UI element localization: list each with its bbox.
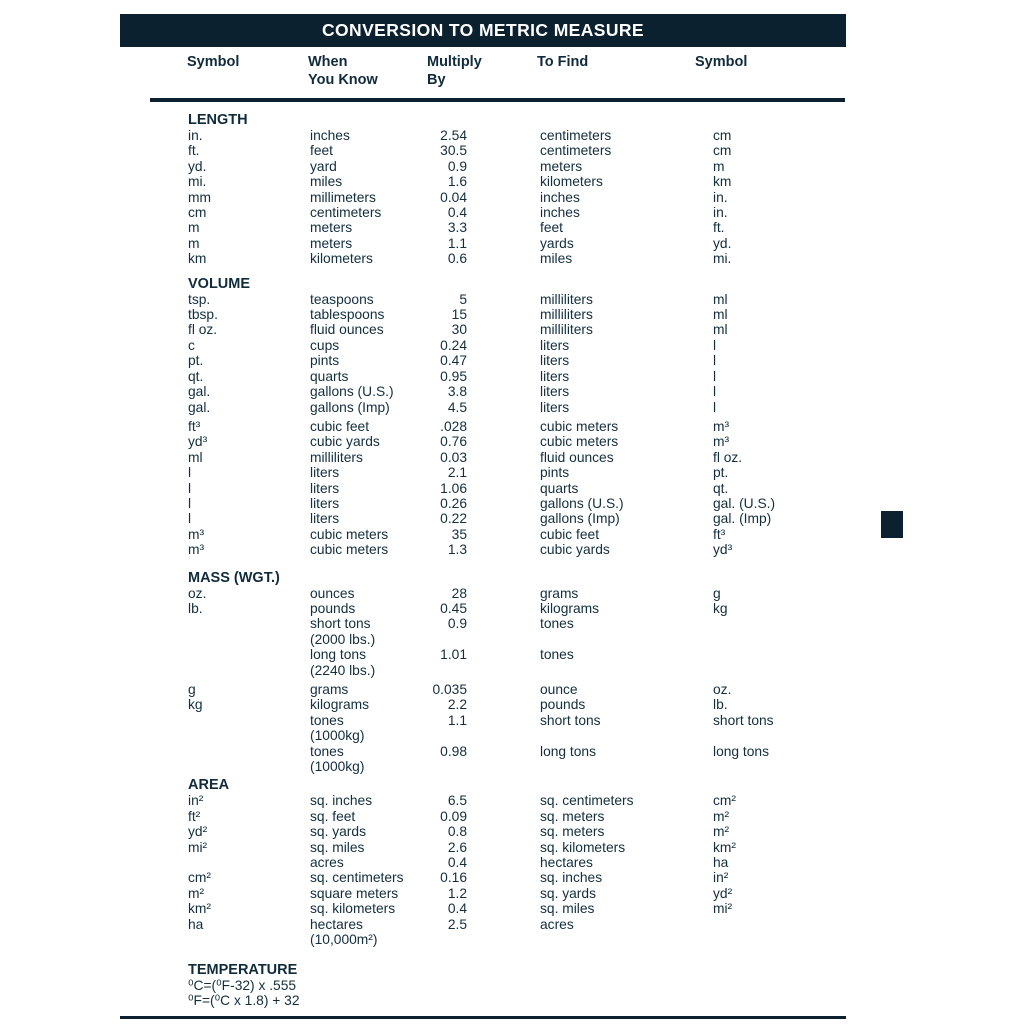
row-group: [188, 419, 868, 558]
bottom-rule: [120, 1016, 846, 1019]
cell-to-find: tones: [540, 616, 574, 632]
cell-to-find: sq. meters: [540, 824, 605, 840]
cell-multiply-by: 2.6: [447, 839, 467, 855]
row-group: [188, 586, 868, 678]
cell-symbol-from: m²: [188, 885, 205, 901]
cell-multiply-by: 0.95: [440, 368, 467, 384]
cell-symbol-from: tbsp.: [188, 307, 218, 323]
cell-symbol-to: km²: [713, 839, 736, 855]
cell-multiply-by: 1.2: [447, 885, 467, 901]
conversion-row: [188, 205, 868, 220]
cell-multiply-by: 0.9: [447, 158, 467, 174]
cell-to-find: grams: [540, 585, 579, 601]
cell-symbol-from: gal.: [188, 384, 211, 400]
cell-symbol-from: ft²: [188, 808, 201, 824]
temperature-formula-fahrenheit: ⁰F=(⁰C x 1.8) + 32: [188, 992, 300, 1008]
conversion-row: [188, 322, 868, 337]
cell-multiply-by: 0.76: [440, 434, 467, 450]
cell-symbol-to: m³: [713, 418, 730, 434]
cell-when-you-know: short tons (2000 lbs.): [310, 616, 376, 647]
cell-symbol-from: l: [188, 511, 192, 527]
cell-symbol-to: cm: [713, 128, 732, 143]
cell-to-find: gallons (U.S.): [540, 495, 624, 511]
cell-to-find: centimeters: [540, 143, 612, 159]
cell-symbol-to: ml: [713, 291, 728, 307]
cell-to-find: sq. centimeters: [540, 793, 634, 809]
conversion-row: [188, 586, 868, 601]
cell-when-you-know: yard: [310, 158, 337, 174]
conversion-row: [188, 511, 868, 526]
cell-when-you-know: cubic meters: [310, 526, 389, 542]
cell-symbol-to: ft.: [713, 220, 725, 236]
cell-symbol-to: fl oz.: [713, 449, 743, 465]
cell-when-you-know: hectares (10,000m²): [310, 916, 378, 948]
conversion-row: [188, 220, 868, 235]
section: [188, 777, 868, 947]
cell-to-find: miles: [540, 251, 573, 267]
conversion-row: [188, 143, 868, 158]
conversion-row: [188, 465, 868, 480]
cell-to-find: cubic meters: [540, 418, 619, 434]
cell-when-you-know: gallons (U.S.): [310, 384, 394, 400]
conversion-row: [188, 527, 868, 542]
cell-to-find: centimeters: [540, 128, 612, 143]
conversion-row: [188, 917, 868, 948]
cell-multiply-by: 35: [451, 526, 467, 542]
column-header-symbol-from: Symbol: [187, 54, 240, 70]
cell-multiply-by: 0.98: [440, 743, 467, 759]
cell-symbol-to: yd.: [713, 235, 732, 251]
cell-symbol-to: in²: [713, 870, 729, 886]
cell-symbol-from: yd²: [188, 824, 208, 840]
section-temperature: [188, 962, 868, 1009]
conversion-row: [188, 450, 868, 465]
cell-when-you-know: sq. yards: [310, 824, 366, 840]
cell-when-you-know: liters: [310, 511, 340, 527]
cell-multiply-by: 0.09: [440, 808, 467, 824]
cell-multiply-by: 5: [459, 291, 467, 307]
section-title: MASS (WGT.): [188, 569, 280, 586]
cell-when-you-know: millimeters: [310, 189, 376, 205]
cell-symbol-from: in.: [188, 128, 203, 143]
conversion-row: [188, 886, 868, 901]
cell-to-find: fluid ounces: [540, 449, 614, 465]
conversion-row: [188, 307, 868, 322]
cell-symbol-from: m³: [188, 526, 205, 542]
cell-to-find: liters: [540, 399, 570, 415]
cell-multiply-by: 0.4: [447, 205, 467, 221]
cell-multiply-by: 0.45: [440, 600, 467, 616]
conversion-row: [188, 616, 868, 647]
column-header-symbol-to: Symbol: [695, 54, 748, 70]
cell-to-find: milliliters: [540, 307, 593, 323]
cell-to-find: short tons: [540, 712, 601, 728]
cell-multiply-by: 1.3: [447, 542, 467, 558]
cell-to-find: liters: [540, 384, 570, 400]
conversion-row: [188, 419, 868, 434]
conversion-row: [188, 159, 868, 174]
cell-symbol-to: m²: [713, 808, 730, 824]
cell-multiply-by: 1.01: [440, 647, 467, 663]
cell-symbol-from: l: [188, 495, 192, 511]
cell-symbol-to: ml: [713, 307, 728, 323]
cell-multiply-by: 0.4: [447, 855, 467, 871]
cell-when-you-know: inches: [310, 128, 350, 143]
conversion-row: [188, 697, 868, 712]
cell-when-you-know: grams: [310, 682, 349, 697]
cell-when-you-know: cubic yards: [310, 434, 380, 450]
cell-when-you-know: sq. centimeters: [310, 870, 404, 886]
cell-to-find: kilometers: [540, 174, 603, 190]
cell-multiply-by: 30: [451, 322, 467, 338]
conversion-row: [188, 713, 868, 744]
section: [188, 276, 868, 558]
cell-to-find: acres: [540, 916, 574, 932]
cell-multiply-by: 2.1: [447, 465, 467, 481]
cell-when-you-know: tablespoons: [310, 307, 385, 323]
cell-symbol-to: ml: [713, 322, 728, 338]
cell-when-you-know: square meters: [310, 885, 399, 901]
cell-multiply-by: 0.8: [447, 824, 467, 840]
cell-symbol-to: short tons: [713, 712, 774, 728]
cell-symbol-from: ml: [188, 449, 203, 465]
cell-multiply-by: 1.1: [447, 712, 467, 728]
cell-symbol-to: l: [713, 353, 717, 369]
cell-symbol-to: km: [713, 174, 732, 190]
cell-multiply-by: 0.22: [440, 511, 467, 527]
cell-symbol-from: yd.: [188, 158, 207, 174]
conversion-row: [188, 496, 868, 511]
cell-to-find: ounce: [540, 682, 578, 697]
conversion-row: [188, 809, 868, 824]
cell-to-find: long tons: [540, 743, 596, 759]
cell-to-find: liters: [540, 353, 570, 369]
cell-symbol-to: in.: [713, 189, 728, 205]
column-header-when-you-know: When You Know: [308, 54, 378, 88]
conversion-row: [188, 190, 868, 205]
conversion-row: [188, 236, 868, 251]
cell-when-you-know: gallons (Imp): [310, 399, 390, 415]
cell-symbol-to: in.: [713, 205, 728, 221]
cell-symbol-from: cm²: [188, 870, 211, 886]
cell-symbol-from: lb.: [188, 600, 203, 616]
cell-when-you-know: feet: [310, 143, 334, 159]
cell-to-find: sq. kilometers: [540, 839, 626, 855]
cell-to-find: sq. inches: [540, 870, 603, 886]
cell-multiply-by: 4.5: [447, 399, 467, 415]
cell-to-find: meters: [540, 158, 583, 174]
cell-symbol-to: gal. (Imp): [713, 511, 772, 527]
cell-symbol-from: gal.: [188, 399, 211, 415]
conversion-row: [188, 840, 868, 855]
cell-to-find: hectares: [540, 855, 593, 871]
cell-symbol-from: kg: [188, 697, 203, 713]
cell-symbol-to: long tons: [713, 743, 769, 759]
cell-when-you-know: sq. miles: [310, 839, 365, 855]
cell-symbol-from: m³: [188, 542, 205, 558]
cell-when-you-know: pints: [310, 353, 340, 369]
cell-when-you-know: kilograms: [310, 697, 370, 713]
page-title-bar: [120, 14, 846, 47]
cell-symbol-from: m: [188, 220, 200, 236]
cell-symbol-from: ft³: [188, 418, 201, 434]
cell-to-find: liters: [540, 337, 570, 353]
cell-to-find: tones: [540, 647, 574, 663]
cell-to-find: cubic feet: [540, 526, 600, 542]
cell-multiply-by: 0.03: [440, 449, 467, 465]
conversion-row: [188, 542, 868, 557]
conversion-row: [188, 901, 868, 916]
cell-multiply-by: 1.06: [440, 480, 467, 496]
conversion-row: [188, 292, 868, 307]
cell-symbol-to: cm: [713, 143, 732, 159]
cell-multiply-by: 3.3: [447, 220, 467, 236]
cell-multiply-by: 0.9: [447, 616, 467, 632]
cell-multiply-by: 15: [451, 307, 467, 323]
cell-to-find: pints: [540, 465, 570, 481]
conversion-row: [188, 369, 868, 384]
cell-when-you-know: sq. kilometers: [310, 901, 396, 917]
cell-symbol-to: pt.: [713, 465, 729, 481]
cell-symbol-to: gal. (U.S.): [713, 495, 776, 511]
cell-multiply-by: 2.2: [447, 697, 467, 713]
cell-to-find: quarts: [540, 480, 579, 496]
cell-to-find: cubic yards: [540, 542, 610, 558]
cell-to-find: yards: [540, 235, 574, 251]
temperature-formula-celsius: ⁰C=(⁰F-32) x .555: [188, 977, 297, 993]
cell-symbol-from: mi²: [188, 839, 208, 855]
cell-when-you-know: teaspoons: [310, 291, 374, 307]
cell-to-find: feet: [540, 220, 564, 236]
conversion-row: [188, 744, 868, 775]
cell-to-find: sq. miles: [540, 901, 595, 917]
conversion-row: [188, 338, 868, 353]
column-header-multiply-by: Multiply By: [427, 54, 482, 88]
cell-multiply-by: 2.54: [440, 128, 467, 143]
cell-symbol-from: pt.: [188, 353, 204, 369]
row-group: [188, 128, 868, 267]
cell-to-find: inches: [540, 205, 580, 221]
cell-symbol-to: cm²: [713, 793, 736, 809]
cell-symbol-from: yd³: [188, 434, 208, 450]
cell-symbol-from: qt.: [188, 368, 204, 384]
cell-multiply-by: 0.035: [432, 682, 467, 697]
cell-when-you-know: cups: [310, 337, 340, 353]
cell-multiply-by: 1.6: [447, 174, 467, 190]
cell-when-you-know: ounces: [310, 585, 355, 601]
conversion-row: [188, 682, 868, 697]
conversion-row: [188, 601, 868, 616]
conversion-row: [188, 128, 868, 143]
sections-container: [188, 112, 868, 948]
section-title: VOLUME: [188, 275, 251, 292]
cell-symbol-to: oz.: [713, 682, 732, 697]
cell-multiply-by: 0.24: [440, 337, 467, 353]
cell-multiply-by: 0.26: [440, 495, 467, 511]
cell-to-find: liters: [540, 368, 570, 384]
conversion-row: [188, 400, 868, 415]
section-title: AREA: [188, 777, 230, 794]
cell-symbol-to: ft³: [713, 526, 726, 542]
cell-symbol-to: yd²: [713, 885, 733, 901]
cell-symbol-from: mi.: [188, 174, 207, 190]
cell-symbol-to: l: [713, 337, 717, 353]
cell-to-find: kilograms: [540, 600, 600, 616]
conversion-row: [188, 855, 868, 870]
cell-symbol-to: mi²: [713, 901, 733, 917]
cell-when-you-know: sq. inches: [310, 793, 373, 809]
cell-when-you-know: cubic meters: [310, 542, 389, 558]
cell-symbol-to: mi.: [713, 251, 732, 267]
cell-when-you-know: fluid ounces: [310, 322, 384, 338]
conversion-row: [188, 174, 868, 189]
cell-symbol-from: g: [188, 682, 196, 697]
cell-when-you-know: liters: [310, 495, 340, 511]
cell-multiply-by: 3.8: [447, 384, 467, 400]
cell-symbol-from: in²: [188, 793, 204, 809]
cell-multiply-by: 0.16: [440, 870, 467, 886]
section-title: TEMPERATURE: [188, 961, 298, 978]
conversion-row: [188, 434, 868, 449]
cell-when-you-know: meters: [310, 235, 353, 251]
cell-when-you-know: sq. feet: [310, 808, 356, 824]
cell-symbol-to: g: [713, 585, 721, 601]
cell-symbol-from: mm: [188, 189, 211, 205]
cell-symbol-from: ha: [188, 916, 204, 932]
row-group: [188, 292, 868, 415]
cell-to-find: inches: [540, 189, 580, 205]
cell-multiply-by: 0.47: [440, 353, 467, 369]
cell-symbol-from: l: [188, 480, 192, 496]
cell-when-you-know: cubic feet: [310, 418, 370, 434]
cell-when-you-know: tones (1000kg): [310, 712, 365, 744]
cell-multiply-by: 0.04: [440, 189, 467, 205]
cell-symbol-to: yd³: [713, 542, 733, 558]
cell-multiply-by: 30.5: [440, 143, 467, 159]
cell-when-you-know: milliliters: [310, 449, 363, 465]
cell-multiply-by: 28: [451, 585, 467, 601]
cell-when-you-know: centimeters: [310, 205, 382, 221]
cell-when-you-know: long tons (2240 lbs.): [310, 647, 376, 678]
section-title: LENGTH: [188, 112, 248, 128]
conversion-row: [188, 870, 868, 885]
cell-multiply-by: 0.6: [447, 251, 467, 267]
cell-multiply-by: 0.4: [447, 901, 467, 917]
cell-symbol-from: km²: [188, 901, 211, 917]
cell-multiply-by: 2.5: [447, 916, 467, 932]
section: [188, 570, 868, 775]
cell-multiply-by: 6.5: [447, 793, 467, 809]
conversion-row: [188, 481, 868, 496]
cell-symbol-to: l: [713, 399, 717, 415]
cell-to-find: sq. yards: [540, 885, 596, 901]
cell-to-find: pounds: [540, 697, 586, 713]
cell-symbol-from: tsp.: [188, 291, 211, 307]
cell-when-you-know: kilometers: [310, 251, 373, 267]
cell-symbol-from: c: [188, 337, 195, 353]
cell-symbol-from: l: [188, 465, 192, 481]
cell-multiply-by: 1.1: [447, 235, 467, 251]
cell-symbol-to: l: [713, 384, 717, 400]
cell-when-you-know: liters: [310, 480, 340, 496]
cell-symbol-from: fl oz.: [188, 322, 218, 338]
cell-symbol-to: m³: [713, 434, 730, 450]
cell-symbol-from: km: [188, 251, 207, 267]
conversion-row: [188, 384, 868, 399]
conversion-row: [188, 353, 868, 368]
cell-when-you-know: pounds: [310, 600, 356, 616]
cell-when-you-know: acres: [310, 855, 344, 871]
cell-to-find: sq. meters: [540, 808, 605, 824]
row-group: [188, 793, 868, 947]
cell-symbol-to: m: [713, 158, 725, 174]
conversion-row: [188, 647, 868, 678]
cell-symbol-to: kg: [713, 600, 728, 616]
cell-when-you-know: tones (1000kg): [310, 743, 365, 775]
cell-symbol-from: cm: [188, 205, 207, 221]
cell-when-you-know: quarts: [310, 368, 349, 384]
cell-when-you-know: miles: [310, 174, 343, 190]
column-header-to-find: To Find: [537, 54, 589, 70]
table-body: [188, 112, 868, 1008]
cell-symbol-to: qt.: [713, 480, 729, 496]
header-rule: [150, 98, 845, 102]
row-group: [188, 682, 868, 774]
cell-symbol-to: l: [713, 368, 717, 384]
conversion-row: [188, 793, 868, 808]
cell-symbol-to: lb.: [713, 697, 728, 713]
cell-to-find: milliliters: [540, 291, 593, 307]
conversion-row: [188, 251, 868, 266]
cell-when-you-know: liters: [310, 465, 340, 481]
cell-when-you-know: meters: [310, 220, 353, 236]
cell-symbol-from: m: [188, 235, 200, 251]
page-title: CONVERSION TO METRIC MEASURE: [321, 20, 644, 40]
cell-symbol-to: ha: [713, 855, 729, 871]
cell-to-find: gallons (Imp): [540, 511, 620, 527]
cell-symbol-from: ft.: [188, 143, 200, 159]
cell-multiply-by: .028: [440, 418, 467, 434]
cell-to-find: cubic meters: [540, 434, 619, 450]
cell-to-find: milliliters: [540, 322, 593, 338]
cell-symbol-from: oz.: [188, 585, 207, 601]
cell-symbol-to: m²: [713, 824, 730, 840]
page-marker-square: [881, 511, 903, 538]
conversion-row: [188, 824, 868, 839]
section: [188, 112, 868, 267]
